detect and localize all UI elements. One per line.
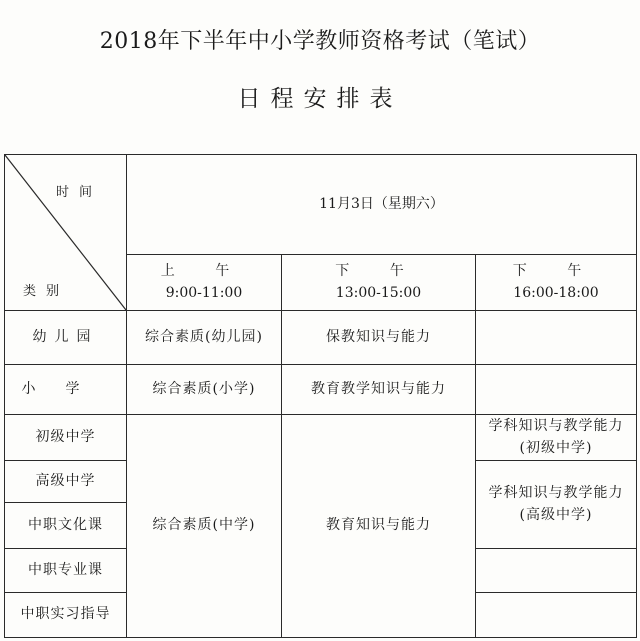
exam-cell <box>476 461 637 549</box>
exam-cell: 保教知识与能力 <box>282 311 476 365</box>
category-cell: 中职实习指导 <box>5 593 127 638</box>
session-header-cell <box>476 255 637 311</box>
session-header-cell <box>282 255 476 311</box>
diagonal-header-cell <box>5 155 127 311</box>
date-header-cell: 11月3日（星期六） <box>127 155 637 255</box>
session-half-label: 下 午 <box>512 262 600 279</box>
table-row <box>5 365 637 415</box>
time-header-label: 时间 <box>55 185 102 200</box>
document-subtitle: 日程安排表 <box>237 86 403 112</box>
document-title: 2018年下半年中小学教师资格考试（笔试） <box>99 29 541 54</box>
exam-line: 学科知识与教学能力 <box>488 484 624 501</box>
empty-cell <box>476 311 637 365</box>
exam-cell: 综合素质(中学) <box>127 415 282 638</box>
exam-cell <box>476 415 637 461</box>
session-time-label: 13:00-15:00 <box>335 284 422 301</box>
category-cell: 初级中学 <box>5 415 127 461</box>
category-cell: 小学 <box>5 365 127 415</box>
exam-cell: 综合素质(幼儿园) <box>127 311 282 365</box>
category-cell: 中职专业课 <box>5 549 127 593</box>
table-row <box>5 415 637 461</box>
category-header-label: 类别 <box>23 283 70 299</box>
table-row <box>5 311 637 365</box>
session-time-label: 16:00-18:00 <box>513 284 599 301</box>
session-half-label: 上 午 <box>160 262 248 279</box>
empty-cell <box>476 549 637 593</box>
exam-cell: 教育知识与能力 <box>282 415 476 638</box>
exam-cell: 综合素质(小学) <box>127 365 282 415</box>
header-row-date <box>5 155 637 255</box>
session-header-cell <box>127 255 282 311</box>
category-cell: 中职文化课 <box>5 503 127 549</box>
schedule-table <box>4 154 637 638</box>
exam-cell: 教育教学知识与能力 <box>282 365 476 415</box>
exam-line: 学科知识与教学能力 <box>488 417 624 434</box>
exam-line: (初级中学) <box>519 439 593 456</box>
session-time-label: 9:00-11:00 <box>165 284 243 301</box>
exam-line: (高级中学) <box>519 506 593 523</box>
category-cell: 幼儿园 <box>5 311 127 365</box>
session-half-label: 下 午 <box>335 262 422 279</box>
category-cell: 高级中学 <box>5 461 127 503</box>
empty-cell <box>476 593 637 638</box>
empty-cell <box>476 365 637 415</box>
